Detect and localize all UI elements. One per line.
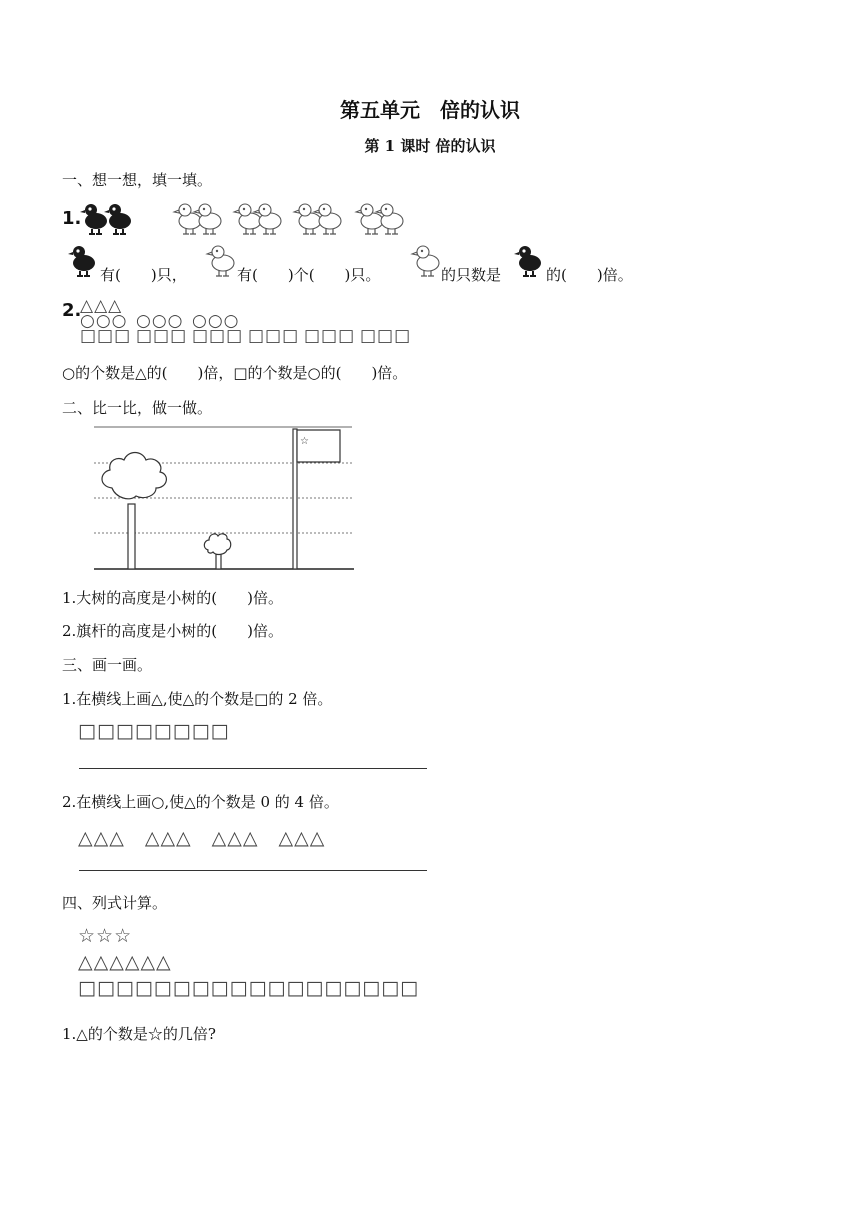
white-duck-icon: [356, 204, 383, 234]
q1-text-1: 有( )只，: [100, 266, 187, 284]
star-icon: ☆: [300, 436, 309, 447]
black-duck-icon: [510, 243, 548, 279]
q2-squares-2: □□□: [136, 326, 188, 346]
white-duck-icon: [294, 204, 321, 234]
s4-q1: 1.△的个数是☆的几倍?: [62, 1025, 216, 1043]
q2-circles-3: ○○○: [192, 311, 240, 331]
answer-line-2[interactable]: [79, 870, 427, 871]
small-tree-icon: [204, 534, 230, 569]
s3-q2-triangles: △△△ △△△ △△△ △△△: [78, 827, 326, 849]
s3-q1: 1.在横线上画△,使△的个数是□的 2 倍。: [62, 690, 333, 708]
black-duck-icon: [104, 204, 131, 234]
s3-q1-squares: □□□□□□□□: [78, 720, 230, 742]
q1-text-2: 有( )个( )只。: [237, 266, 381, 284]
q1-text-3: 的只数是: [441, 266, 502, 284]
s4-triangles: △△△△△△: [78, 951, 172, 973]
q2-squares-1: □□□: [80, 326, 132, 346]
s2-q1: 1.大树的高度是小树的( )倍。: [62, 589, 284, 607]
question-1-number: 1.: [62, 208, 82, 229]
flagpole-icon: [293, 429, 340, 569]
big-tree-icon: [102, 453, 166, 570]
section-4-heading: 四、列式计算。: [62, 894, 168, 912]
q2-squares-5: □□□: [304, 326, 356, 346]
q2-squares-6: □□□: [360, 326, 412, 346]
q2-text: ○的个数是△的( )倍，□的个数是○的( )倍。: [62, 364, 408, 382]
white-duck-icon: [205, 243, 239, 279]
s2-q2: 2.旗杆的高度是小树的( )倍。: [62, 622, 284, 640]
page-title: 第五单元 倍的认识: [340, 98, 520, 122]
q2-circles-1: ○○○: [80, 311, 128, 331]
section-3-heading: 三、画一画。: [62, 656, 153, 674]
q1-text-4: 的( )倍。: [546, 266, 633, 284]
black-duck-icon: [66, 243, 100, 279]
question-2-number: 2.: [62, 300, 82, 321]
ducks-illustration: [78, 200, 418, 240]
black-duck-icon: [80, 204, 107, 234]
s4-stars: ☆☆☆: [78, 925, 133, 947]
q2-triangles: △△△: [80, 296, 123, 316]
q2-squares-4: □□□: [248, 326, 300, 346]
white-duck-icon: [410, 243, 444, 279]
white-duck-icon: [174, 204, 201, 234]
white-duck-icon: [234, 204, 261, 234]
q2-squares-3: □□□: [192, 326, 244, 346]
height-comparison-figure: [90, 424, 360, 574]
section-2-heading: 二、比一比，做一做。: [62, 399, 213, 417]
answer-line-1[interactable]: [79, 768, 427, 769]
page-subtitle: 第 1 课时 倍的认识: [364, 137, 496, 155]
s4-squares: □□□□□□□□□□□□□□□□□□: [78, 977, 420, 999]
section-1-heading: 一、想一想，填一填。: [62, 171, 213, 189]
q2-circles-2: ○○○: [136, 311, 184, 331]
s3-q2: 2.在横线上画○,使△的个数是 0 的 4 倍。: [62, 793, 339, 811]
